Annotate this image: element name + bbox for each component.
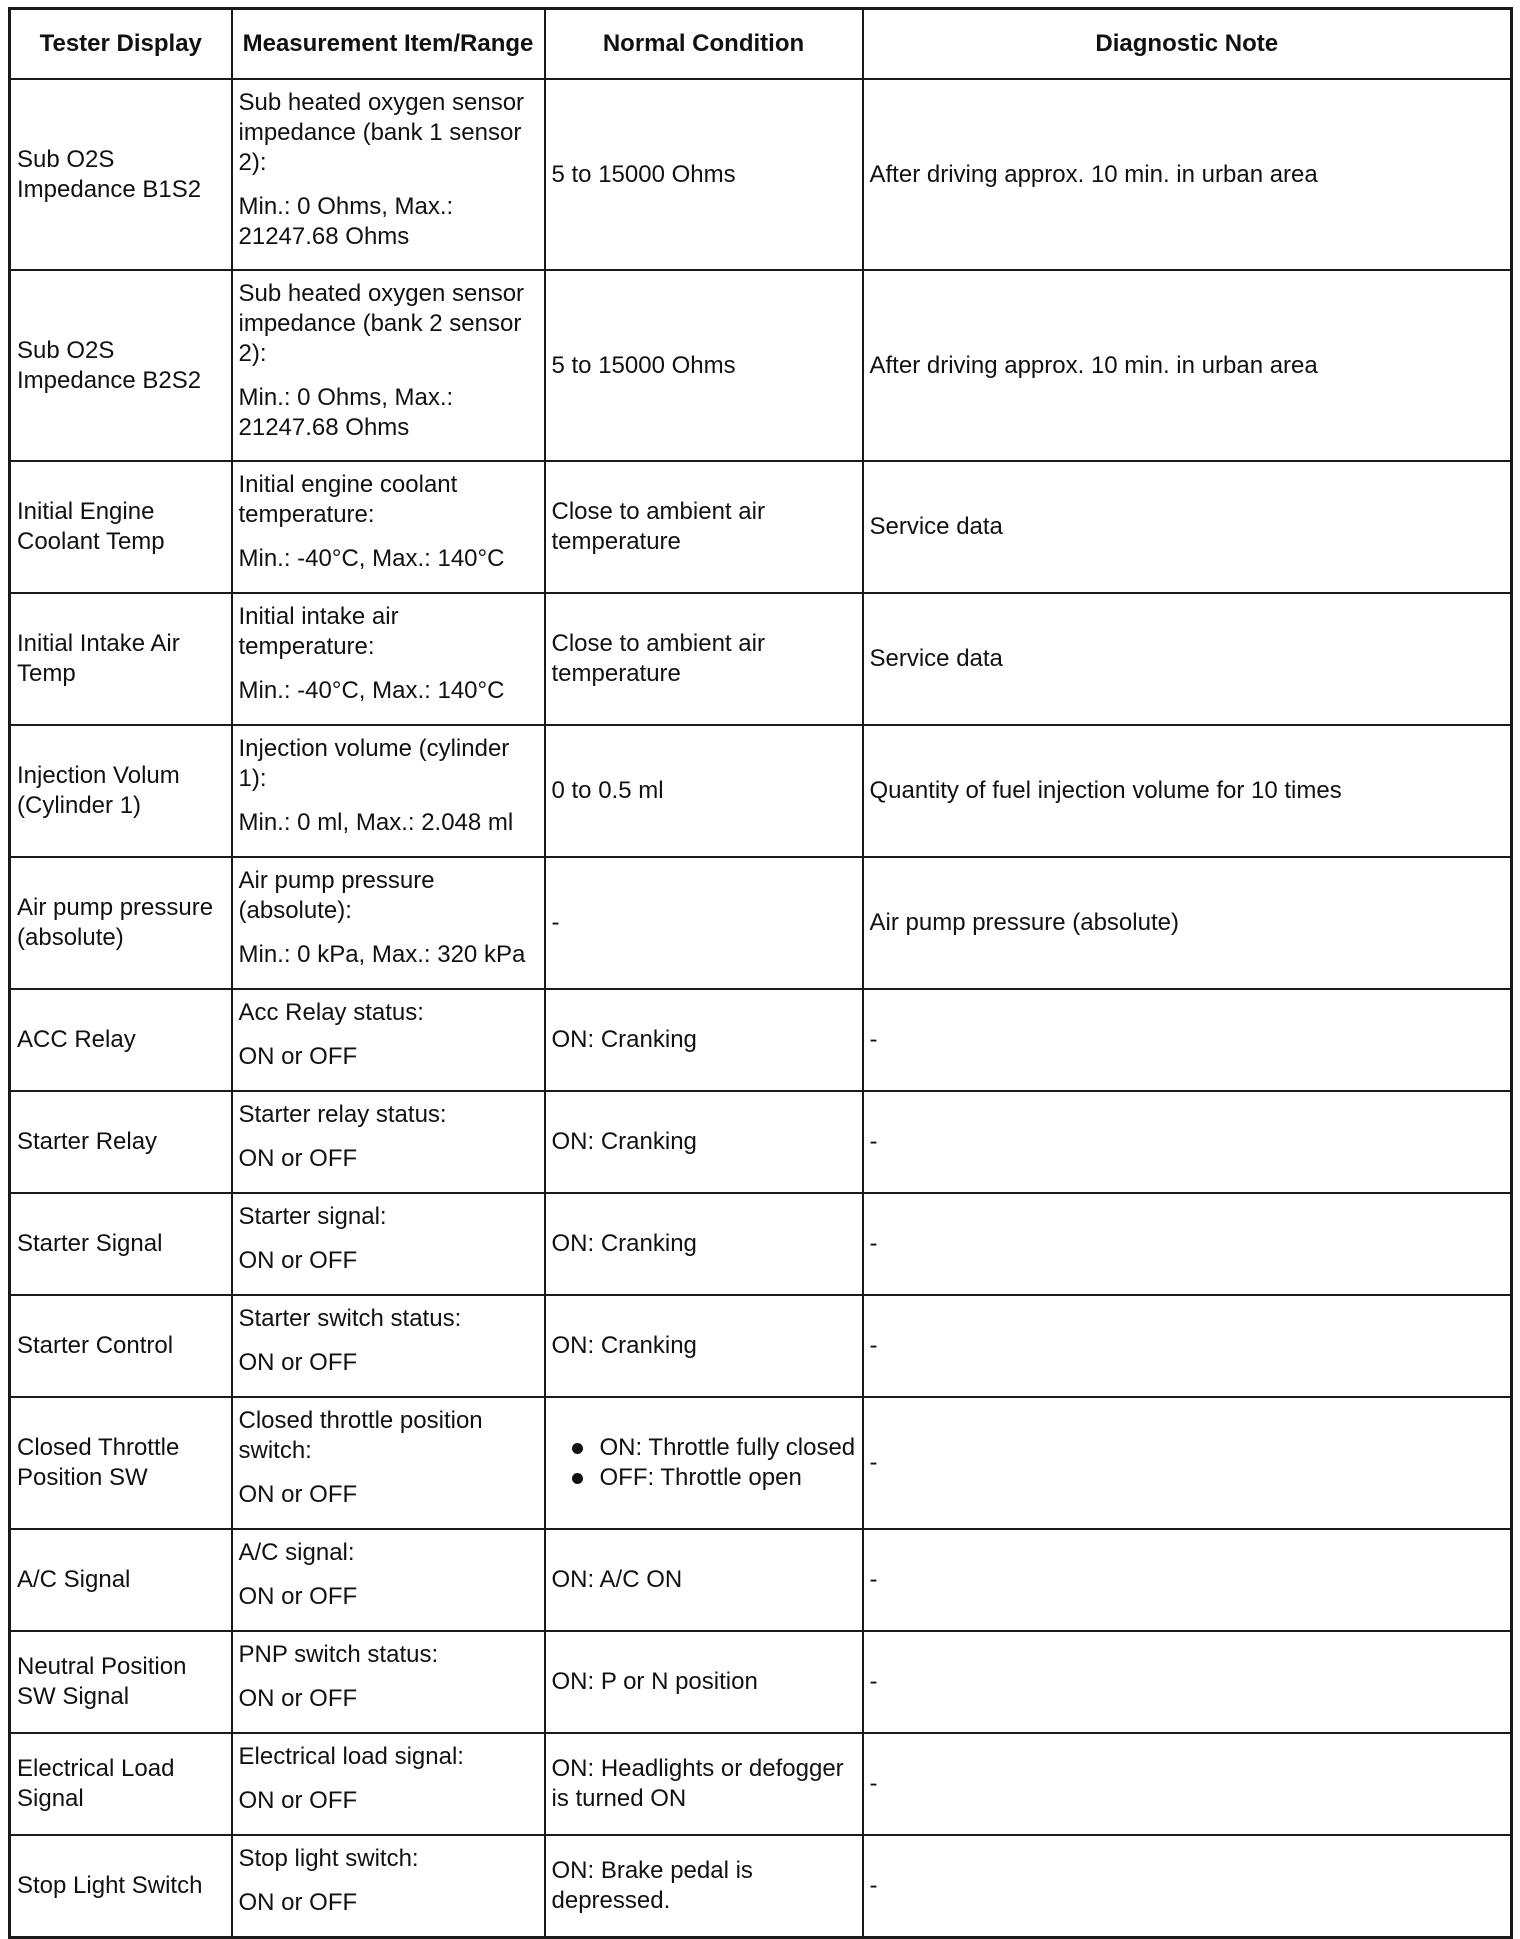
- measurement-cell: [232, 989, 545, 1091]
- diagnostic-note-cell: -: [863, 1091, 1512, 1193]
- table-row: [10, 1091, 1512, 1193]
- tester-display-cell: Starter Control: [10, 1295, 232, 1397]
- diagnostic-note-cell: -: [863, 1193, 1512, 1295]
- measurement-item: Starter switch status:: [238, 1305, 462, 1332]
- diagnostic-note-cell: -: [863, 989, 1512, 1091]
- measurement-cell: [232, 1835, 545, 1938]
- bullet-item: ON: Throttle fully closed: [568, 1433, 856, 1463]
- table-row: [10, 79, 1512, 270]
- diagnostic-note-cell: Service data: [863, 593, 1512, 725]
- normal-condition-cell: ON: Cranking: [545, 1091, 863, 1193]
- table-row: [10, 1733, 1512, 1835]
- measurement-item: Sub heated oxygen sensor impedance (bank 2 sensor 2):: [238, 280, 525, 367]
- measurement-range: Min.: 0 kPa, Max.: 320 kPa: [238, 941, 526, 968]
- measurement-cell: [232, 857, 545, 989]
- measurement-item: Injection volume (cylinder 1):: [238, 735, 510, 792]
- table-row: [10, 989, 1512, 1091]
- data-list-table: [8, 7, 1513, 1939]
- measurement-item: Stop light switch:: [238, 1845, 419, 1872]
- bullet-item: OFF: Throttle open: [568, 1463, 856, 1493]
- normal-condition-cell: ON: A/C ON: [545, 1529, 863, 1631]
- diagnostic-note-cell: After driving approx. 10 min. in urban area: [863, 79, 1512, 270]
- table-row: [10, 1529, 1512, 1631]
- measurement-range: Min.: -40°C, Max.: 140°C: [238, 545, 505, 572]
- measurement-item: Closed throttle position switch:: [238, 1407, 483, 1464]
- normal-condition-bullet-list: [552, 1433, 856, 1493]
- measurement-item: Starter signal:: [238, 1203, 387, 1230]
- table-row: [10, 1295, 1512, 1397]
- measurement-range: Min.: 0 Ohms, Max.: 21247.68 Ohms: [238, 384, 454, 441]
- header-measurement-item: Measurement Item/Range: [232, 9, 545, 80]
- normal-condition-cell: 5 to 15000 Ohms: [545, 270, 863, 461]
- tester-display-cell: Closed Throttle Position SW: [10, 1397, 232, 1529]
- diagnostic-note-cell: -: [863, 1835, 1512, 1938]
- measurement-range: Min.: 0 Ohms, Max.: 21247.68 Ohms: [238, 193, 454, 250]
- measurement-cell: [232, 461, 545, 593]
- tester-display-cell: Electrical Load Signal: [10, 1733, 232, 1835]
- table-row: [10, 1835, 1512, 1938]
- measurement-range: ON or OFF: [238, 1787, 358, 1814]
- normal-condition-cell: ON: Brake pedal is depressed.: [545, 1835, 863, 1938]
- normal-condition-cell: -: [545, 857, 863, 989]
- tester-display-cell: Initial Engine Coolant Temp: [10, 461, 232, 593]
- normal-condition-cell: ON: P or N position: [545, 1631, 863, 1733]
- diagnostic-note-cell: -: [863, 1733, 1512, 1835]
- measurement-range: ON or OFF: [238, 1145, 358, 1172]
- measurement-range: ON or OFF: [238, 1889, 358, 1916]
- measurement-cell: [232, 1193, 545, 1295]
- tester-display-cell: Starter Signal: [10, 1193, 232, 1295]
- table-header-row: [10, 9, 1512, 80]
- table-row: [10, 857, 1512, 989]
- measurement-range: ON or OFF: [238, 1481, 358, 1508]
- table-row: [10, 1193, 1512, 1295]
- table-row: [10, 593, 1512, 725]
- measurement-item: Initial engine coolant temperature:: [238, 471, 458, 528]
- header-diagnostic-note: Diagnostic Note: [863, 9, 1512, 80]
- measurement-cell: [232, 270, 545, 461]
- table-row: [10, 1397, 1512, 1529]
- measurement-cell: [232, 1295, 545, 1397]
- table-row: [10, 725, 1512, 857]
- normal-condition-cell: 0 to 0.5 ml: [545, 725, 863, 857]
- measurement-cell: [232, 1631, 545, 1733]
- measurement-item: Initial intake air temperature:: [238, 603, 399, 660]
- measurement-range: Min.: -40°C, Max.: 140°C: [238, 677, 505, 704]
- normal-condition-cell: ON: Headlights or defogger is turned ON: [545, 1733, 863, 1835]
- measurement-item: PNP switch status:: [238, 1641, 439, 1668]
- tester-display-cell: Neutral Position SW Signal: [10, 1631, 232, 1733]
- normal-condition-cell: ON: Cranking: [545, 989, 863, 1091]
- measurement-cell: [232, 79, 545, 270]
- table-row: [10, 270, 1512, 461]
- tester-display-cell: Stop Light Switch: [10, 1835, 232, 1938]
- normal-condition-cell: [545, 1397, 863, 1529]
- diagnostic-note-cell: Quantity of fuel injection volume for 10 times: [863, 725, 1512, 857]
- diagnostic-note-cell: -: [863, 1397, 1512, 1529]
- table-row: [10, 1631, 1512, 1733]
- measurement-item: Electrical load signal:: [238, 1743, 464, 1770]
- header-tester-display: Tester Display: [10, 9, 232, 80]
- measurement-item: Air pump pressure (absolute):: [238, 867, 435, 924]
- normal-condition-cell: Close to ambient air temperature: [545, 593, 863, 725]
- measurement-cell: [232, 1091, 545, 1193]
- diagnostic-note-cell: Service data: [863, 461, 1512, 593]
- tester-display-cell: Sub O2S Impedance B2S2: [10, 270, 232, 461]
- measurement-cell: [232, 1529, 545, 1631]
- measurement-range: ON or OFF: [238, 1583, 358, 1610]
- diagnostic-note-cell: After driving approx. 10 min. in urban area: [863, 270, 1512, 461]
- measurement-item: A/C signal:: [238, 1539, 355, 1566]
- measurement-item: Starter relay status:: [238, 1101, 447, 1128]
- measurement-cell: [232, 1397, 545, 1529]
- measurement-range: Min.: 0 ml, Max.: 2.048 ml: [238, 809, 514, 836]
- measurement-cell: [232, 593, 545, 725]
- measurement-cell: [232, 725, 545, 857]
- diagnostic-note-cell: -: [863, 1631, 1512, 1733]
- diagnostic-note-cell: -: [863, 1295, 1512, 1397]
- measurement-range: ON or OFF: [238, 1349, 358, 1376]
- tester-display-cell: Initial Intake Air Temp: [10, 593, 232, 725]
- tester-display-cell: ACC Relay: [10, 989, 232, 1091]
- measurement-range: ON or OFF: [238, 1043, 358, 1070]
- measurement-range: ON or OFF: [238, 1685, 358, 1712]
- diagnostic-note-cell: -: [863, 1529, 1512, 1631]
- normal-condition-cell: Close to ambient air temperature: [545, 461, 863, 593]
- tester-display-cell: Air pump pressure (absolute): [10, 857, 232, 989]
- measurement-item: Acc Relay status:: [238, 999, 424, 1026]
- measurement-cell: [232, 1733, 545, 1835]
- header-normal-condition: Normal Condition: [545, 9, 863, 80]
- tester-display-cell: A/C Signal: [10, 1529, 232, 1631]
- tester-display-cell: Injection Volum (Cylinder 1): [10, 725, 232, 857]
- measurement-range: ON or OFF: [238, 1247, 358, 1274]
- normal-condition-cell: ON: Cranking: [545, 1193, 863, 1295]
- tester-display-cell: Starter Relay: [10, 1091, 232, 1193]
- diagnostic-note-cell: Air pump pressure (absolute): [863, 857, 1512, 989]
- table-row: [10, 461, 1512, 593]
- normal-condition-cell: 5 to 15000 Ohms: [545, 79, 863, 270]
- measurement-item: Sub heated oxygen sensor impedance (bank 1 sensor 2):: [238, 89, 525, 176]
- normal-condition-cell: ON: Cranking: [545, 1295, 863, 1397]
- tester-display-cell: Sub O2S Impedance B1S2: [10, 79, 232, 270]
